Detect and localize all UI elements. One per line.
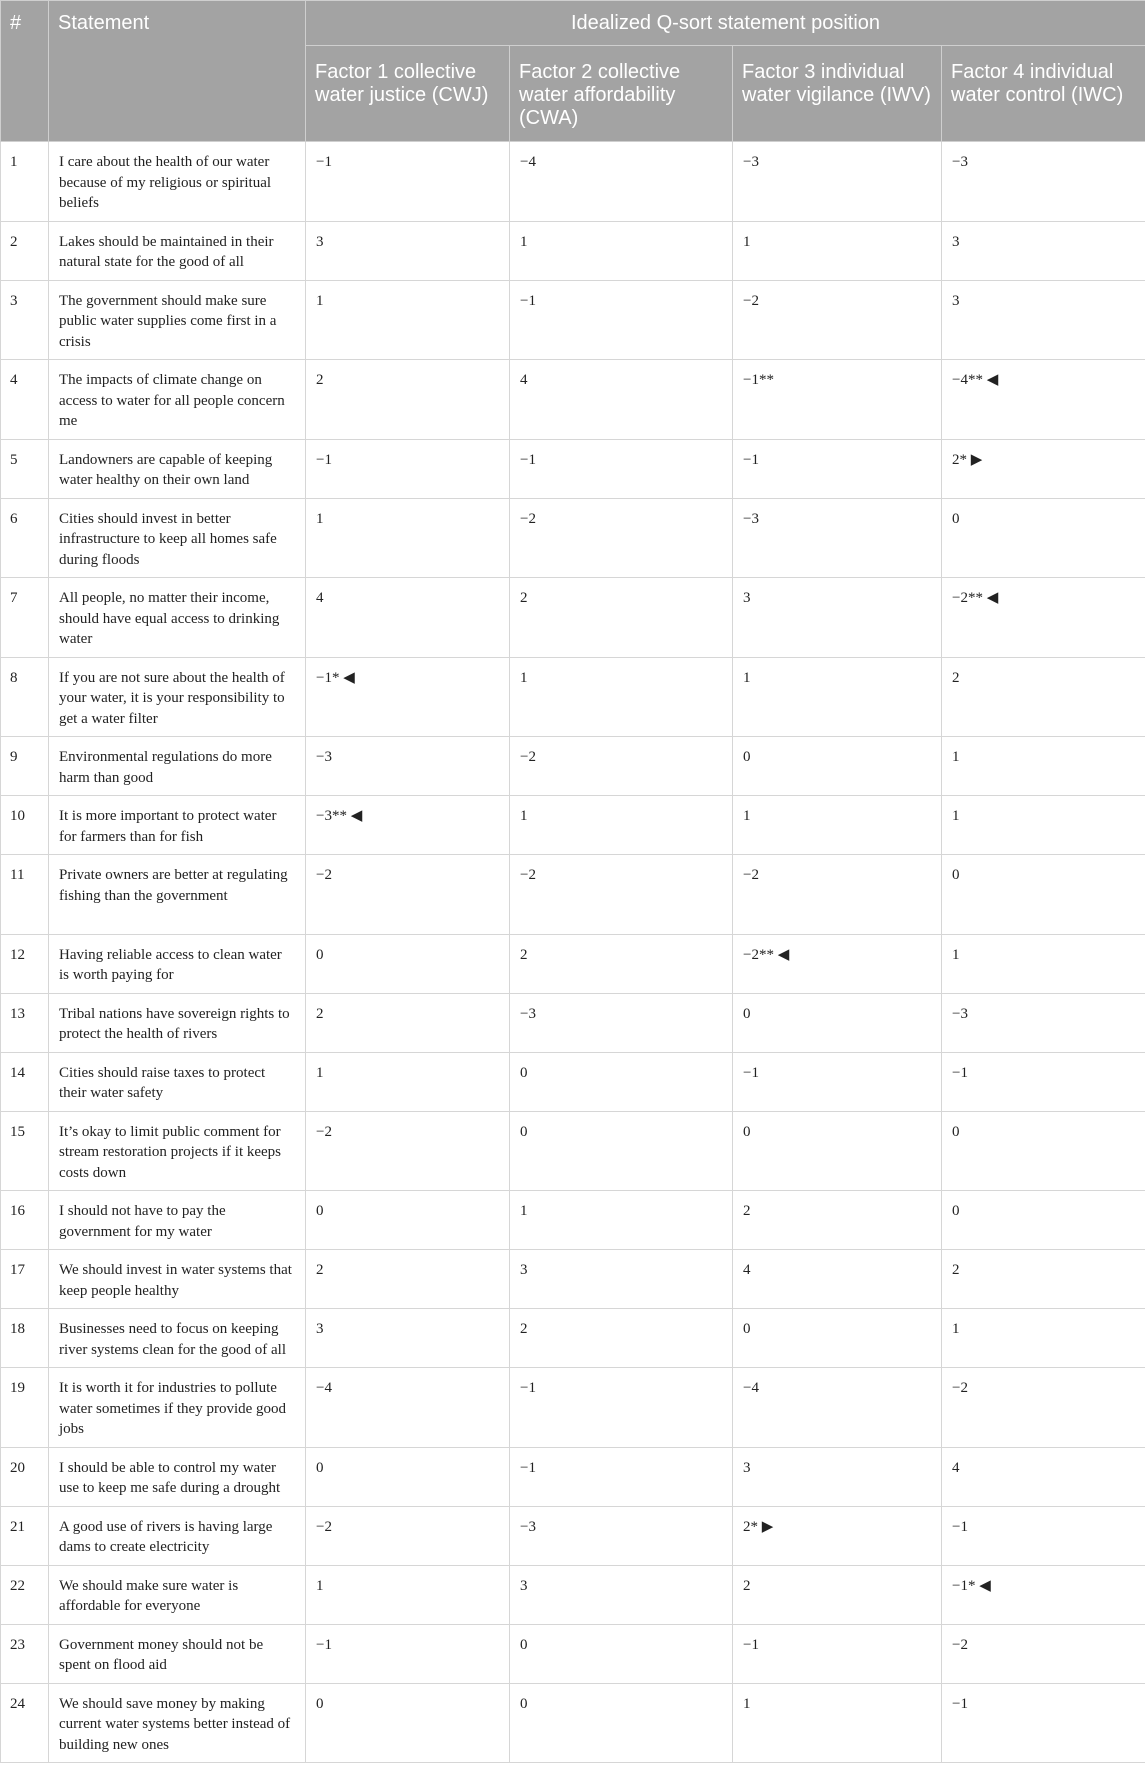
factor-3-value: 1 [733, 1683, 942, 1763]
statement-text: Businesses need to focus on keeping river systems clean for the good of all [49, 1309, 306, 1368]
statement-number: 15 [1, 1111, 49, 1191]
factor-2-value: 0 [510, 1052, 733, 1111]
factor-1-value: 1 [306, 1052, 510, 1111]
factor-3-value: 0 [733, 1309, 942, 1368]
factor-4-value: 0 [942, 498, 1145, 578]
statement-text: I should not have to pay the government for my water [49, 1191, 306, 1250]
statement-text: I should be able to control my water use to keep me safe during a drought [49, 1447, 306, 1506]
factor-4-value: 0 [942, 1111, 1145, 1191]
factor-1-value: −2 [306, 1111, 510, 1191]
factor-3-value: 2* ▶ [733, 1506, 942, 1565]
table-row [1, 1683, 1145, 1763]
statement-number: 14 [1, 1052, 49, 1111]
statement-number: 11 [1, 855, 49, 935]
table-row [1, 280, 1145, 360]
factor-4-value: −3 [942, 993, 1145, 1052]
statement-number: 6 [1, 498, 49, 578]
factor-2-value: −3 [510, 1506, 733, 1565]
header-factor-1: Factor 1 collective water justice (CWJ) [306, 46, 510, 142]
statement-number: 3 [1, 280, 49, 360]
table-row [1, 142, 1145, 222]
statement-number: 9 [1, 737, 49, 796]
factor-2-value: −2 [510, 855, 733, 935]
factor-1-value: −1 [306, 439, 510, 498]
factor-2-value: −1 [510, 439, 733, 498]
header-group-title: Idealized Q-sort statement position [306, 1, 1145, 46]
factor-1-value: 3 [306, 1309, 510, 1368]
factor-2-value: 4 [510, 360, 733, 440]
factor-4-value: −1 [942, 1683, 1145, 1763]
factor-1-value: 3 [306, 221, 510, 280]
factor-2-value: 1 [510, 796, 733, 855]
statement-number: 24 [1, 1683, 49, 1763]
factor-1-value: 1 [306, 1565, 510, 1624]
factor-4-value: 2 [942, 657, 1145, 737]
factor-1-value: 0 [306, 1191, 510, 1250]
factor-1-value: 2 [306, 360, 510, 440]
factor-4-value: 4 [942, 1447, 1145, 1506]
factor-2-value: 1 [510, 221, 733, 280]
factor-1-value: −2 [306, 1506, 510, 1565]
factor-2-value: −1 [510, 280, 733, 360]
header-statement: Statement [49, 1, 306, 142]
factor-1-value: −3** ◀ [306, 796, 510, 855]
factor-3-value: −1 [733, 439, 942, 498]
factor-1-value: 0 [306, 1683, 510, 1763]
statement-number: 8 [1, 657, 49, 737]
table-row [1, 221, 1145, 280]
table-row [1, 1052, 1145, 1111]
factor-4-value: −1 [942, 1506, 1145, 1565]
factor-4-value: −3 [942, 142, 1145, 222]
factor-2-value: 0 [510, 1111, 733, 1191]
factor-4-value: 1 [942, 934, 1145, 993]
statement-number: 17 [1, 1250, 49, 1309]
statement-number: 7 [1, 578, 49, 658]
factor-2-value: 2 [510, 934, 733, 993]
statement-number: 1 [1, 142, 49, 222]
statement-text: We should make sure water is affordable for everyone [49, 1565, 306, 1624]
statement-number: 10 [1, 796, 49, 855]
factor-3-value: 0 [733, 993, 942, 1052]
statement-text: Cities should raise taxes to protect their water safety [49, 1052, 306, 1111]
table-row [1, 1368, 1145, 1448]
factor-4-value: 2* ▶ [942, 439, 1145, 498]
factor-4-value: 2 [942, 1250, 1145, 1309]
factor-3-value: 4 [733, 1250, 942, 1309]
statement-text: Landowners are capable of keeping water healthy on their own land [49, 439, 306, 498]
statement-text: Lakes should be maintained in their natural state for the good of all [49, 221, 306, 280]
statement-text: The impacts of climate change on access to water for all people concern me [49, 360, 306, 440]
factor-4-value: −2** ◀ [942, 578, 1145, 658]
table-row [1, 1191, 1145, 1250]
factor-1-value: −1 [306, 1624, 510, 1683]
statement-number: 2 [1, 221, 49, 280]
factor-2-value: −1 [510, 1368, 733, 1448]
factor-3-value: 2 [733, 1565, 942, 1624]
factor-3-value: 1 [733, 657, 942, 737]
table-row [1, 1447, 1145, 1506]
table-row [1, 737, 1145, 796]
factor-1-value: 1 [306, 498, 510, 578]
statement-number: 19 [1, 1368, 49, 1448]
factor-4-value: −1 [942, 1052, 1145, 1111]
factor-2-value: 0 [510, 1683, 733, 1763]
statement-number: 21 [1, 1506, 49, 1565]
factor-4-value: 0 [942, 855, 1145, 935]
factor-3-value: 3 [733, 578, 942, 658]
statement-text: All people, no matter their income, should have equal access to drinking water [49, 578, 306, 658]
statement-text: It’s okay to limit public comment for stream restoration projects if it keeps costs down [49, 1111, 306, 1191]
factor-4-value: −1* ◀ [942, 1565, 1145, 1624]
factor-3-value: −1 [733, 1624, 942, 1683]
statement-text: Government money should not be spent on flood aid [49, 1624, 306, 1683]
factor-3-value: −1** [733, 360, 942, 440]
table-row [1, 1111, 1145, 1191]
statement-number: 16 [1, 1191, 49, 1250]
table-row [1, 439, 1145, 498]
header-factor-4: Factor 4 individual water control (IWC) [942, 46, 1145, 142]
factor-2-value: −2 [510, 737, 733, 796]
statement-number: 5 [1, 439, 49, 498]
factor-1-value: 1 [306, 280, 510, 360]
statement-text: Having reliable access to clean water is worth paying for [49, 934, 306, 993]
factor-3-value: 0 [733, 1111, 942, 1191]
factor-3-value: −2** ◀ [733, 934, 942, 993]
table-row [1, 360, 1145, 440]
factor-3-value: −3 [733, 142, 942, 222]
factor-2-value: 2 [510, 578, 733, 658]
factor-1-value: 0 [306, 1447, 510, 1506]
statement-text: If you are not sure about the health of your water, it is your responsibility to get a water filter [49, 657, 306, 737]
table-body [1, 142, 1145, 1763]
factor-2-value: 3 [510, 1565, 733, 1624]
factor-2-value: 1 [510, 1191, 733, 1250]
factor-1-value: −3 [306, 737, 510, 796]
statement-text: We should save money by making current water systems better instead of building new ones [49, 1683, 306, 1763]
statement-text: The government should make sure public water supplies come first in a crisis [49, 280, 306, 360]
table-row [1, 1624, 1145, 1683]
factor-2-value: 2 [510, 1309, 733, 1368]
table-row [1, 855, 1145, 935]
factor-4-value: 3 [942, 221, 1145, 280]
statement-text: Tribal nations have sovereign rights to protect the health of rivers [49, 993, 306, 1052]
table-row [1, 993, 1145, 1052]
factor-1-value: −2 [306, 855, 510, 935]
header-number: # [1, 1, 49, 142]
table-row [1, 578, 1145, 658]
factor-1-value: −1 [306, 142, 510, 222]
factor-4-value: 1 [942, 796, 1145, 855]
table-header [1, 1, 1145, 142]
factor-3-value: 0 [733, 737, 942, 796]
factor-2-value: 1 [510, 657, 733, 737]
factor-3-value: −3 [733, 498, 942, 578]
factor-1-value: 2 [306, 1250, 510, 1309]
factor-3-value: −2 [733, 280, 942, 360]
table-row [1, 1250, 1145, 1309]
factor-1-value: 0 [306, 934, 510, 993]
factor-3-value: 2 [733, 1191, 942, 1250]
header-factor-3: Factor 3 individual water vigilance (IWV) [733, 46, 942, 142]
table-row [1, 796, 1145, 855]
factor-2-value: −1 [510, 1447, 733, 1506]
factor-2-value: −2 [510, 498, 733, 578]
factor-4-value: −2 [942, 1624, 1145, 1683]
statement-number: 4 [1, 360, 49, 440]
factor-4-value: −2 [942, 1368, 1145, 1448]
factor-4-value: 1 [942, 737, 1145, 796]
statement-text: We should invest in water systems that keep people healthy [49, 1250, 306, 1309]
factor-1-value: −4 [306, 1368, 510, 1448]
factor-3-value: −4 [733, 1368, 942, 1448]
statement-text: Cities should invest in better infrastructure to keep all homes safe during floods [49, 498, 306, 578]
factor-3-value: −2 [733, 855, 942, 935]
factor-4-value: 1 [942, 1309, 1145, 1368]
statement-number: 23 [1, 1624, 49, 1683]
table-row [1, 1565, 1145, 1624]
factor-4-value: 3 [942, 280, 1145, 360]
table-row [1, 657, 1145, 737]
factor-2-value: −4 [510, 142, 733, 222]
table-row [1, 1506, 1145, 1565]
factor-2-value: 0 [510, 1624, 733, 1683]
factor-1-value: 4 [306, 578, 510, 658]
statement-number: 20 [1, 1447, 49, 1506]
factor-4-value: 0 [942, 1191, 1145, 1250]
factor-1-value: −1* ◀ [306, 657, 510, 737]
statement-number: 18 [1, 1309, 49, 1368]
factor-2-value: 3 [510, 1250, 733, 1309]
factor-4-value: −4** ◀ [942, 360, 1145, 440]
table-row [1, 498, 1145, 578]
statement-text: It is worth it for industries to pollute water sometimes if they provide good jobs [49, 1368, 306, 1448]
header-factor-2: Factor 2 collective water affordability (CWA) [510, 46, 733, 142]
statement-text: It is more important to protect water for farmers than for fish [49, 796, 306, 855]
statement-text: I care about the health of our water because of my religious or spiritual beliefs [49, 142, 306, 222]
factor-2-value: −3 [510, 993, 733, 1052]
factor-3-value: 1 [733, 796, 942, 855]
statement-text: Environmental regulations do more harm than good [49, 737, 306, 796]
statement-number: 22 [1, 1565, 49, 1624]
table-row [1, 934, 1145, 993]
statement-text: A good use of rivers is having large dams to create electricity [49, 1506, 306, 1565]
factor-3-value: 3 [733, 1447, 942, 1506]
factor-3-value: 1 [733, 221, 942, 280]
factor-1-value: 2 [306, 993, 510, 1052]
table-row [1, 1309, 1145, 1368]
factor-3-value: −1 [733, 1052, 942, 1111]
statement-text: Private owners are better at regulating fishing than the government [49, 855, 306, 935]
statement-number: 12 [1, 934, 49, 993]
statement-number: 13 [1, 993, 49, 1052]
